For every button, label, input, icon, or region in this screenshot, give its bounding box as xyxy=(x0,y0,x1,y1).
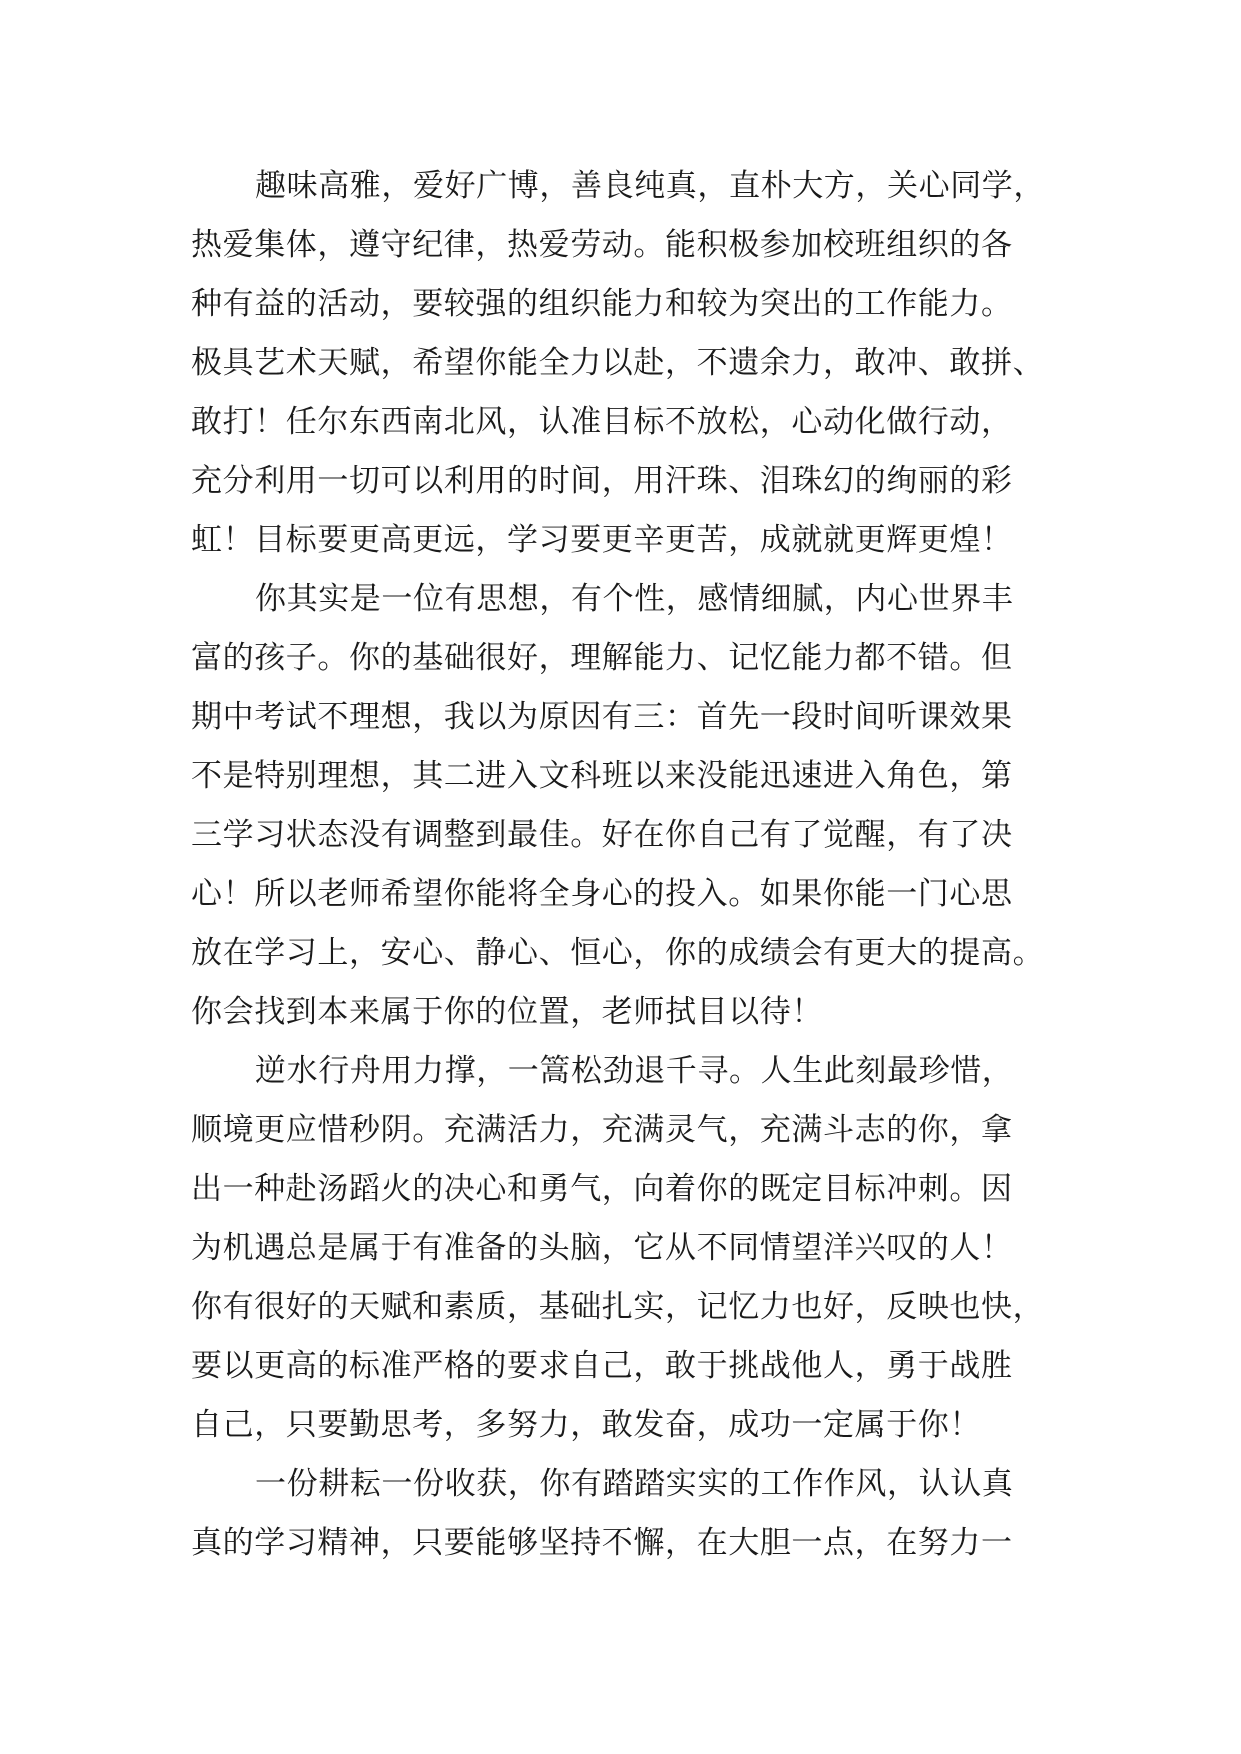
text-line: 你会找到本来属于你的位置，老师拭目以待！ xyxy=(191,994,823,1030)
paragraph-2 xyxy=(191,570,1071,1042)
text-line: 极具艺术天赋，希望你能全力以赴，不遗余力，敢冲、敢拼、 xyxy=(191,345,1045,381)
text-line: 一份耕耘一份收获，你有踏踏实实的工作作风，认认真 xyxy=(255,1466,1014,1502)
text-line: 你有很好的天赋和素质，基础扎实，记忆力也好，反映也快， xyxy=(191,1289,1045,1325)
text-line: 三学习状态没有调整到最佳。好在你自己有了觉醒，有了决 xyxy=(191,817,1013,853)
text-line: 心！所以老师希望你能将全身心的投入。如果你能一门心思 xyxy=(191,876,1013,912)
text-line: 逆水行舟用力撑，一篙松劲退千寻。人生此刻最珍惜， xyxy=(255,1053,1014,1089)
text-line: 虹！目标要更高更远，学习要更辛更苦，成就就更辉更煌！ xyxy=(191,522,1013,558)
text-line: 要以更高的标准严格的要求自己，敢于挑战他人，勇于战胜 xyxy=(191,1348,1013,1384)
text-line: 不是特别理想，其二进入文科班以来没能迅速进入角色，第 xyxy=(191,758,1013,794)
text-line: 顺境更应惜秒阴。充满活力，充满灵气，充满斗志的你，拿 xyxy=(191,1112,1013,1148)
text-line: 真的学习精神，只要能够坚持不懈，在大胆一点，在努力一 xyxy=(191,1525,1013,1561)
paragraph-3 xyxy=(191,1042,1071,1455)
paragraph-4 xyxy=(191,1455,1071,1573)
text-line: 富的孩子。你的基础很好，理解能力、记忆能力都不错。但 xyxy=(191,640,1013,676)
document-body xyxy=(191,157,1071,1573)
text-line: 出一种赴汤蹈火的决心和勇气，向着你的既定目标冲刺。因 xyxy=(191,1171,1013,1207)
text-line: 种有益的活动，要较强的组织能力和较为突出的工作能力。 xyxy=(191,286,1013,322)
text-line: 充分利用一切可以利用的时间，用汗珠、泪珠幻的绚丽的彩 xyxy=(191,463,1013,499)
text-line: 趣味高雅，爱好广博，善良纯真，直朴大方，关心同学， xyxy=(255,168,1045,204)
text-line: 你其实是一位有思想，有个性，感情细腻，内心世界丰 xyxy=(255,581,1014,617)
text-line: 敢打！任尔东西南北风，认准目标不放松，心动化做行动， xyxy=(191,404,1013,440)
text-line: 放在学习上，安心、静心、恒心，你的成绩会有更大的提高。 xyxy=(191,935,1045,971)
text-line: 热爱集体，遵守纪律，热爱劳动。能积极参加校班组织的各 xyxy=(191,227,1013,263)
text-line: 为机遇总是属于有准备的头脑，它从不同情望洋兴叹的人！ xyxy=(191,1230,1013,1266)
text-line: 自己，只要勤思考，多努力，敢发奋，成功一定属于你！ xyxy=(191,1407,981,1443)
paragraph-1 xyxy=(191,157,1071,570)
text-line: 期中考试不理想，我以为原因有三：首先一段时间听课效果 xyxy=(191,699,1013,735)
